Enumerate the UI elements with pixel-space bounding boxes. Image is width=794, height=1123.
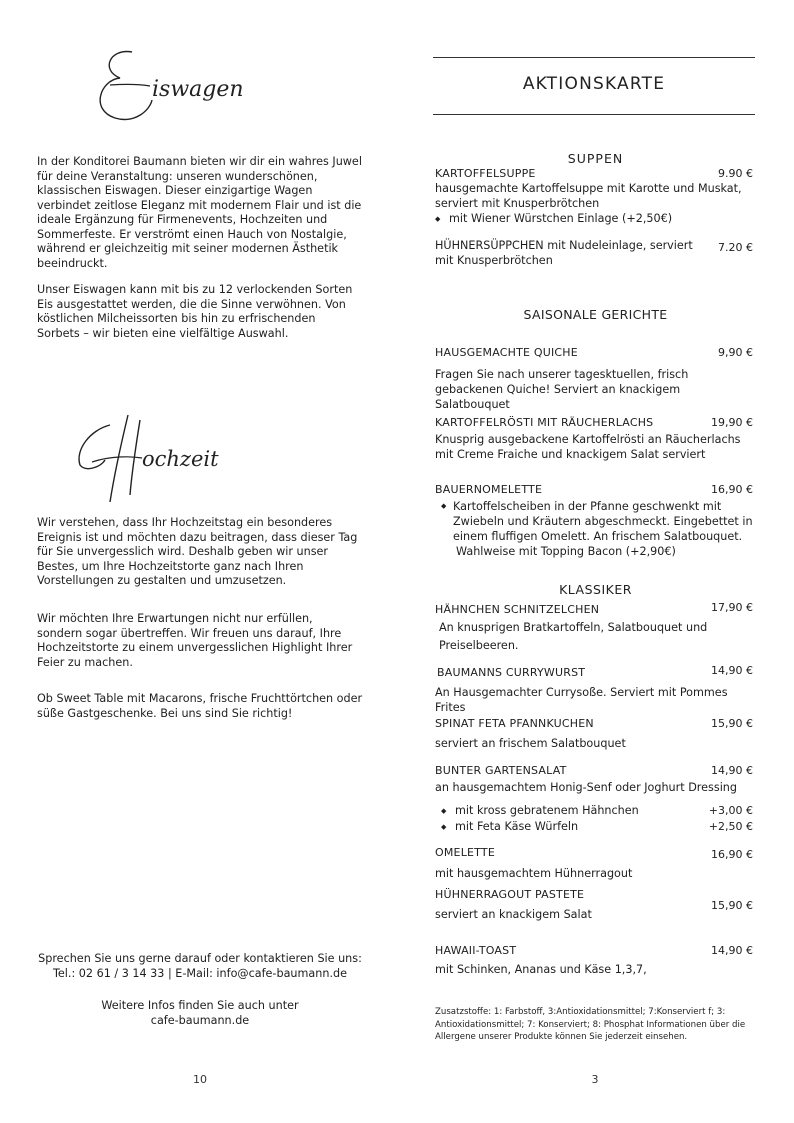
item-name: BUNTER GARTENSALAT xyxy=(435,764,567,777)
item-name: KARTOFFELRÖSTI MIT RÄUCHERLACHS xyxy=(435,416,654,429)
right-page-number: 3 xyxy=(591,1073,599,1086)
diamond-bullet-icon: ◆ xyxy=(441,502,447,510)
menu-item-bauernomelette xyxy=(435,483,755,559)
hochzeit-title-graphic xyxy=(70,410,270,505)
item-description: ◆ Kartoffelscheiben in der Pfanne geschwenkt mit Zwiebeln und Kräutern abgeschmeckt. Eingebettet in einem fluffigen Omelett. An frischem Salatbouquet. xyxy=(441,500,753,543)
diamond-bullet-icon: ◆ xyxy=(441,823,447,831)
item-name: HÄHNCHEN SCHNITZELCHEN xyxy=(435,603,600,616)
eiswagen-flourish xyxy=(80,40,280,130)
item-description: serviert an frischem Salatbouquet xyxy=(435,737,626,750)
item-extra: ◆ mit Wiener Würstchen Einlage (+2,50€) xyxy=(435,212,673,225)
item-name: HAUSGEMACHTE QUICHE xyxy=(435,346,578,359)
hochzeit-flourish xyxy=(70,410,270,505)
item-name: HÜHNERSÜPPCHEN mit Nudeleinlage, serviert mit Knusperbrötchen xyxy=(435,239,693,267)
hochzeit-paragraph-2: Wir möchten Ihre Erwartungen nicht nur erfüllen, sondern sogar übertreffen. Wir freuen uns darauf, Ihre Hochzeitstorte zu einem unvergesslichen Highlight Ihrer Feier zu machen. xyxy=(37,612,353,669)
hochzeit-paragraph-3: Ob Sweet Table mit Macarons, frische Fruchttörtchen oder süße Gastgeschenke. Bei uns sind Sie richtig! xyxy=(37,692,363,720)
item-description: mit hausgemachtem Hühnerragout xyxy=(435,867,633,880)
menu-item-omelette xyxy=(435,846,755,881)
item-price: 16,90 € xyxy=(711,848,753,861)
item-name: BAUERNOMELETTE xyxy=(435,483,543,496)
contact-website: cafe-baumann.de xyxy=(150,1013,250,1027)
item-price: 14,90 € xyxy=(711,944,753,957)
item-price: 15,90 € xyxy=(711,717,753,730)
diamond-bullet-icon: ◆ xyxy=(441,807,447,815)
saisonale-heading: SAISONALE GERICHTE xyxy=(523,307,668,322)
item-name: HÜHNERRAGOUT PASTETE xyxy=(435,888,585,901)
item-extra: Wahlweise mit Topping Bacon (+2,90€) xyxy=(456,545,676,558)
eiswagen-title-graphic xyxy=(80,40,280,130)
title-rule xyxy=(433,114,755,115)
menu-item-huehnerragout-pastete xyxy=(435,888,755,922)
contact-line-2: Tel.: 02 61 / 3 14 33 | E-Mail: info@cafe-baumann.de xyxy=(52,966,347,980)
menu-item-kartoffelsuppe xyxy=(435,167,755,227)
item-price: 16,90 € xyxy=(711,483,753,496)
item-price: 19,90 € xyxy=(711,416,753,429)
item-price: 15,90 € xyxy=(711,899,753,912)
item-description: mit Schinken, Ananas und Käse 1,3,7, xyxy=(435,963,647,976)
item-price: 7.20 € xyxy=(718,241,753,254)
item-description: Knusprig ausgebackene Kartoffelrösti an Räucherlachs mit Creme Fraiche und knackigem Salat serviert xyxy=(435,433,741,461)
menu-item-spinat-feta-pfannkuchen xyxy=(435,717,755,751)
item-description: serviert an knackigem Salat xyxy=(435,908,592,921)
item-description: An Hausgemachter Currysoße. Serviert mit Pommes Frites xyxy=(435,686,728,714)
item-description: an hausgemachtem Honig-Senf oder Joghurt Dressing xyxy=(435,781,737,794)
klassiker-heading: KLASSIKER xyxy=(559,582,632,597)
menu-item-currywurst xyxy=(435,664,755,715)
menu-item-hawaii-toast xyxy=(435,944,755,977)
aktionskarte-title: AKTIONSKARTE xyxy=(522,74,666,94)
suppen-heading: SUPPEN xyxy=(567,151,624,166)
item-price: 9,90 € xyxy=(718,346,753,359)
option-row: ◆ mit kross gebratenem Hähnchen +3,00 € xyxy=(441,804,753,817)
item-name: BAUMANNS CURRYWURST xyxy=(437,666,586,679)
hochzeit-title: ochzeit xyxy=(142,447,219,471)
option-row: ◆ mit Feta Käse Würfeln +2,50 € xyxy=(441,820,753,833)
eiswagen-paragraph-2: Unser Eiswagen kann mit bis zu 12 verlockenden Sorten Eis ausgestattet werden, die die Sinne verwöhnen. Von köstlichen Milcheissorten bis hin zu erfrischenden Sorbets – wir bieten eine vielfältige Auswahl. xyxy=(37,283,353,340)
hochzeit-paragraph-1: Wir verstehen, dass Ihr Hochzeitstag ein besonderes Ereignis ist und möchten dazu beitragen, dass dieser Tag für Sie unvergesslich wird. Deshalb geben wir unser Bestes, um Ihre Hochzeitstorte ganz nach Ihren Vorstellungen zu gestalten und umzusetzen. xyxy=(37,516,358,587)
item-name: HAWAII-TOAST xyxy=(435,944,517,957)
menu-item-bunter-gartensalat xyxy=(435,764,755,835)
menu-item-haehnchen-schnitzelchen xyxy=(435,601,755,655)
item-description: hausgemachte Kartoffelsuppe mit Karotte und Muskat, serviert mit Knusperbrötchen xyxy=(435,182,742,210)
top-rule xyxy=(433,57,755,58)
item-description: Fragen Sie nach unserer tagesktuellen, frisch gebackenen Quiche! Serviert an knackigem Salatbouquet xyxy=(435,368,689,411)
item-name: SPINAT FETA PFANNKUCHEN xyxy=(435,717,594,730)
item-name: KARTOFFELSUPPE xyxy=(435,167,536,180)
menu-item-quiche xyxy=(435,346,755,412)
item-price: 17,90 € xyxy=(711,601,753,614)
diamond-bullet-icon: ◆ xyxy=(435,215,441,223)
contact-line-1: Sprechen Sie uns gerne darauf oder kontaktieren Sie uns: xyxy=(38,952,362,965)
item-price: 14,90 € xyxy=(711,764,753,777)
item-price: 9.90 € xyxy=(718,167,753,180)
contact-line-3: Weitere Infos finden Sie auch unter xyxy=(101,999,299,1012)
left-page-number: 10 xyxy=(193,1073,207,1086)
allergen-footnote: Zusatzstoffe: 1: Farbstoff, 3:Antioxidationsmittel; 7:Konserviert f; 3: Antioxidationsmittel; 7: Konserviert; 8: Phosphat Informationen über die Allergene unserer Produkte können Sie jederzeit einsehen. xyxy=(435,1007,746,1042)
item-name: OMELETTE xyxy=(435,846,495,859)
menu-item-kartoffelroesti xyxy=(435,416,755,462)
eiswagen-title: iswagen xyxy=(152,77,244,102)
eiswagen-paragraph-1: In der Konditorei Baumann bieten wir dir ein wahres Juwel für deine Veranstaltung: unseren wunderschönen, klassischen Eiswagen. Dieser einzigartige Wagen verbindet zeitlose Eleganz mit modernem Flair und ist die ideale Ergänzung für Firmenevents, Hochzeiten und Sommerfeste. Er verströmt einen Hauch von Nostalgie, während er gleichzeitig mit seiner modernen Ästhetik beeindruckt. xyxy=(37,155,362,270)
item-price: 14,90 € xyxy=(711,664,753,677)
menu-item-huehnersueppchen xyxy=(435,238,755,268)
item-description: An knusprigen Bratkartoffeln, Salatbouquet und Preiselbeeren. xyxy=(439,621,708,652)
contact-block xyxy=(20,952,380,1028)
